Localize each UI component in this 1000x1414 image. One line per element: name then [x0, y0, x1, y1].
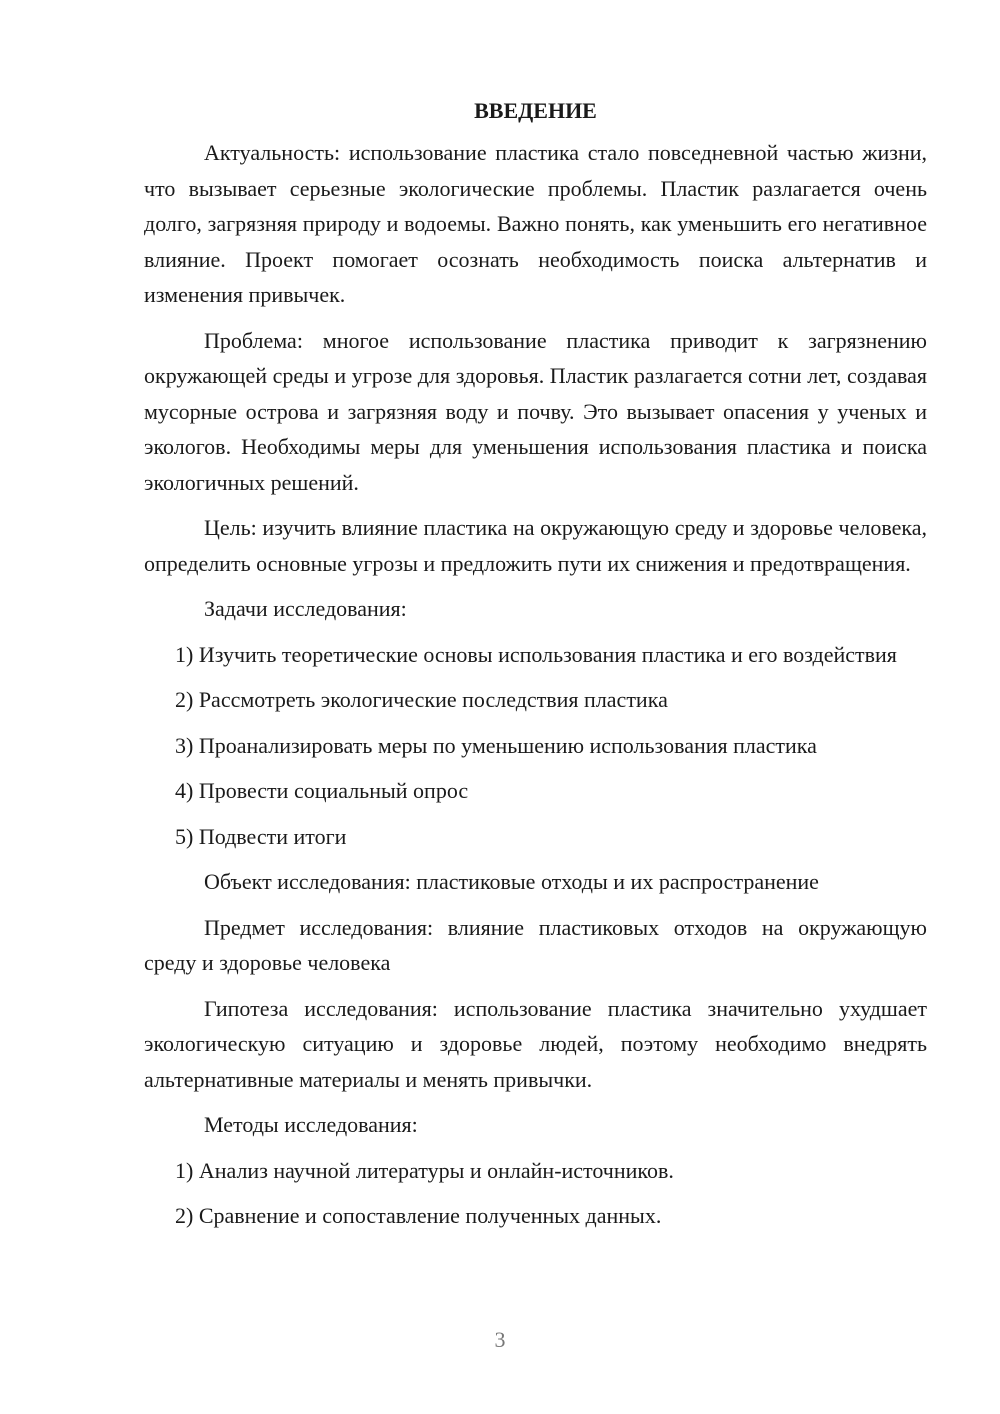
object-paragraph: Объект исследования: пластиковые отходы и их распространение	[204, 869, 819, 894]
page-title: ВВЕДЕНИЕ	[474, 98, 597, 123]
task-item-1: 1) Изучить теоретические основы использования пластика и его воздействия	[175, 641, 897, 667]
tasks-heading: Задачи исследования:	[204, 596, 407, 621]
method-item-2: 2) Сравнение и сопоставление полученных данных.	[175, 1203, 662, 1228]
relevance-paragraph: Актуальность: использование пластика стало повседневной частью жизни, что вызывает серьезные экологические проблемы. Пластик разлагается очень долго, загрязняя природу и водоемы. Важно понять, как уменьшить его негативное влияние. Проект помогает осознать необходимость поиска альтернатив и изменения привычек.	[144, 140, 927, 307]
task-item-5: 5) Подвести итоги	[175, 823, 347, 849]
goal-paragraph: Цель: изучить влияние пластика на окружающую среду и здоровье человека, определить основные угрозы и предложить пути их снижения и предотвращения.	[144, 515, 927, 576]
task-item-3: 3) Проанализировать меры по уменьшению использования пластика	[175, 732, 817, 758]
task-item-2: 2) Рассмотреть экологические последствия пластика	[175, 687, 668, 712]
page-number: 3	[494, 1327, 506, 1352]
problem-paragraph: Проблема: многое использование пластика приводит к загрязнению окружающей среды и угрозе для здоровья. Пластик разлагается сотни лет, создавая мусорные острова и загрязняя воду и почву. Это вызывает опасения у ученых и экологов. Необходимы меры для уменьшения использования пластика и поиска экологичных решений.	[144, 327, 927, 495]
task-item-4: 4) Провести социальный опрос	[175, 778, 469, 803]
page-content	[144, 95, 927, 1244]
methods-heading: Методы исследования:	[204, 1112, 418, 1137]
hypothesis-paragraph: Гипотеза исследования: использование пластика значительно ухудшает экологическую ситуацию и здоровье людей, поэтому необходимо внедрять альтернативные материалы и менять привычки.	[144, 995, 927, 1092]
method-item-1: 1) Анализ научной литературы и онлайн-источников.	[175, 1157, 674, 1183]
subject-paragraph: Предмет исследования: влияние пластиковых отходов на окружающую среду и здоровье человека	[144, 914, 927, 975]
